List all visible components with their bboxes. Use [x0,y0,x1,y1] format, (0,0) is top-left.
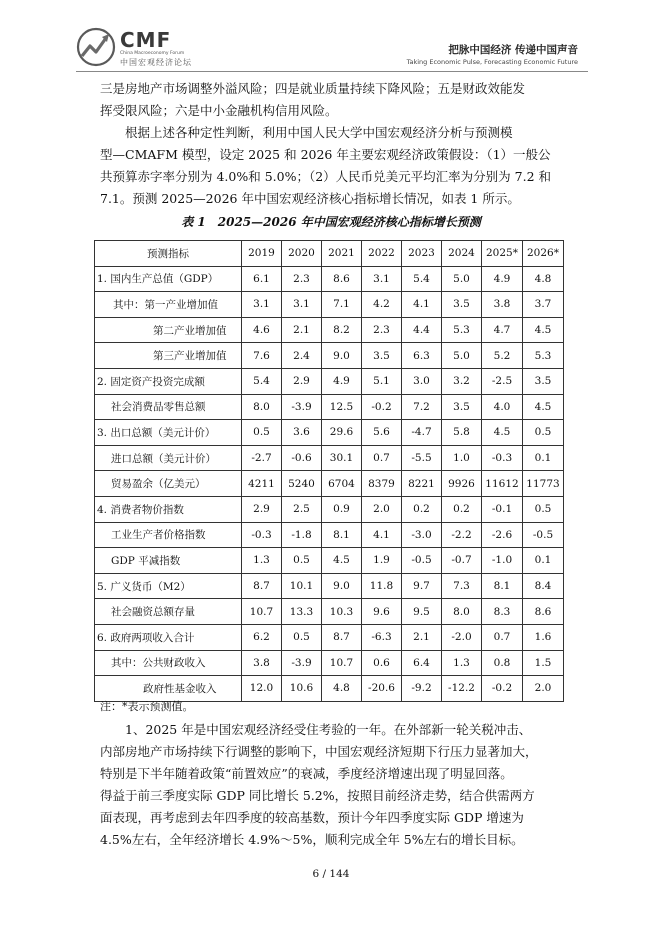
table-cell: -5.5 [402,445,442,471]
table-cell: -0.5 [523,522,564,548]
column-header: 2022 [362,241,402,267]
table-cell: 4.9 [322,368,362,394]
table-cell: 4.8 [322,676,362,702]
forecast-table [94,240,564,702]
table-cell: 4211 [242,471,282,497]
paragraph-risks [100,78,525,122]
table-cell: 1.9 [362,548,402,574]
table-cell: 0.5 [523,420,564,446]
table-caption: 表 1 2025—2026 年中国宏观经济核心指标增长预测 [181,215,481,229]
table-cell: -0.5 [402,548,442,574]
table-cell: 0.5 [523,496,564,522]
table-cell: -0.7 [442,548,482,574]
table-cell: 8.3 [482,599,523,625]
table-cell: 12.0 [242,676,282,702]
text-line: 面表现，再考虑到去年四季度的较高基数，预计今年四季度实际 GDP 增速为 [100,810,524,825]
row-label: 6. 政府两项收入合计 [95,624,242,650]
row-label: 第三产业增加值 [95,343,242,369]
table-cell: 8.2 [322,317,362,343]
row-label: 社会消费品零售总额 [95,394,242,420]
table-cell: 5.4 [402,266,442,292]
table-cell: 2.1 [402,624,442,650]
table-cell: 8.0 [242,394,282,420]
table-cell: 6704 [322,471,362,497]
table-cell: 0.6 [362,650,402,676]
table-cell: 0.2 [402,496,442,522]
row-label: 工业生产者价格指数 [95,522,242,548]
table-cell: -9.2 [402,676,442,702]
table-cell: 6.2 [242,624,282,650]
table-cell: 1.5 [523,650,564,676]
text-line: 4.5%左右，全年经济增长 4.9%～5%，顺利完成全年 5%左右的增长目标。 [100,832,524,847]
table-cell: 2.4 [282,343,322,369]
table-cell: 0.5 [282,624,322,650]
table-cell: 3.5 [523,368,564,394]
table-row [95,317,564,343]
table-cell: 5240 [282,471,322,497]
table-cell: 7.3 [442,573,482,599]
row-label: 其中：第一产业增加值 [95,292,242,318]
table-cell: 7.6 [242,343,282,369]
cmf-logo [76,26,276,74]
table-cell: 4.9 [482,266,523,292]
row-label: 社会融资总额存量 [95,599,242,625]
paragraph-outlook [100,719,538,851]
table-cell: -2.2 [442,522,482,548]
table-cell: 8.7 [322,624,362,650]
table-cell: 29.6 [322,420,362,446]
table-cell: -2.7 [242,445,282,471]
column-header: 预测指标 [95,241,242,267]
text-line: 1、2025 年是中国宏观经济经受住考验的一年。在外部新一轮关税冲击、 [125,722,532,737]
table-cell: 9.5 [402,599,442,625]
table-cell: 3.7 [523,292,564,318]
table-cell: -6.3 [362,624,402,650]
table-cell: -0.6 [282,445,322,471]
text-line: 挥受限风险；六是中小金融机构信用风险。 [100,103,338,118]
table-cell: 0.7 [482,624,523,650]
table-cell: 13.3 [282,599,322,625]
row-label: 3. 出口总额（美元计价） [95,420,242,446]
table-cell: 4.0 [482,394,523,420]
table-cell: 8.1 [322,522,362,548]
table-cell: 4.7 [482,317,523,343]
table-cell: 6.4 [402,650,442,676]
table-cell: 11.8 [362,573,402,599]
table-cell: 10.6 [282,676,322,702]
row-label: 其中：公共财政收入 [95,650,242,676]
table-row [95,343,564,369]
table-cell: 4.5 [523,317,564,343]
page-header [0,0,662,80]
text-line: 得益于前三季度实际 GDP 同比增长 5.2%，按照目前经济走势，结合供需两方 [100,788,535,803]
table-row [95,573,564,599]
table-cell: 0.9 [322,496,362,522]
table-cell: 5.4 [242,368,282,394]
table-cell: 11773 [523,471,564,497]
logo-subtitle-en: China Macroeconomy Forum [120,51,185,56]
table-cell: 3.6 [282,420,322,446]
row-label: 5. 广义货币（M2） [95,573,242,599]
table-cell: 1.0 [442,445,482,471]
table-row [95,496,564,522]
table-cell: 4.5 [322,548,362,574]
table-cell: 1.3 [442,650,482,676]
table-cell: 4.4 [402,317,442,343]
table-cell: 9.0 [322,343,362,369]
column-header: 2020 [282,241,322,267]
table-cell: 0.1 [523,445,564,471]
table-cell: -12.2 [442,676,482,702]
table-cell: 0.7 [362,445,402,471]
table-cell: 3.5 [442,394,482,420]
table-cell: 8.6 [322,266,362,292]
table-cell: 3.1 [362,266,402,292]
table-cell: 2.3 [282,266,322,292]
row-label: 2. 固定资产投资完成额 [95,368,242,394]
table-cell: 5.3 [523,343,564,369]
table-cell: 2.1 [282,317,322,343]
table-cell: 7.1 [322,292,362,318]
table-cell: 4.6 [242,317,282,343]
column-header: 2025* [482,241,523,267]
table-row [95,624,564,650]
table-cell: 2.3 [362,317,402,343]
table-cell: 10.3 [322,599,362,625]
table-cell: 6.1 [242,266,282,292]
table-cell: -0.2 [362,394,402,420]
text-line: 根据上述各种定性判断，利用中国人民大学中国宏观经济分析与预测模 [125,125,513,140]
table-cell: 5.3 [442,317,482,343]
table-cell: 12.5 [322,394,362,420]
logo-mark-icon [76,26,116,68]
table-cell: 8.4 [523,573,564,599]
table-cell: 0.5 [282,548,322,574]
column-header: 2024 [442,241,482,267]
table-cell: 5.1 [362,368,402,394]
slogan-en: Taking Economic Pulse, Forecasting Economic Future [406,58,578,66]
table-cell: 3.1 [242,292,282,318]
row-label: 1. 国内生产总值（GDP） [95,266,242,292]
table-cell: 1.3 [242,548,282,574]
table-row [95,420,564,446]
table-cell: -0.1 [482,496,523,522]
table-cell: 10.7 [242,599,282,625]
table-cell: -1.0 [482,548,523,574]
row-label: 第二产业增加值 [95,317,242,343]
table-cell: 3.2 [442,368,482,394]
table-cell: 4.8 [523,266,564,292]
page-number: 6 / 144 [312,868,350,880]
table-cell: 7.2 [402,394,442,420]
table-cell: 9926 [442,471,482,497]
column-header: 2021 [322,241,362,267]
table-header-row [95,241,564,267]
table-row [95,445,564,471]
table-cell: -3.9 [282,394,322,420]
table-cell: -3.9 [282,650,322,676]
column-header: 2023 [402,241,442,267]
table-cell: 10.1 [282,573,322,599]
table-note: 注：*表示预测值。 [100,700,194,713]
text-line: 7.1。预测 2025—2026 年中国宏观经济核心指标增长情况，如表 1 所示。 [100,191,520,206]
table-cell: 1.6 [523,624,564,650]
table-cell: 4.2 [362,292,402,318]
table-cell: -2.5 [482,368,523,394]
table-row [95,368,564,394]
table-cell: -20.6 [362,676,402,702]
column-header: 2026* [523,241,564,267]
table-cell: -0.2 [482,676,523,702]
text-line: 型—CMAFM 模型，设定 2025 和 2026 年主要宏观经济政策假设：（1）一般公 [100,147,551,162]
text-line: 三是房地产市场调整外溢风险；四是就业质量持续下降风险；五是财政效能发 [100,81,526,96]
table-cell: 3.8 [242,650,282,676]
slogan-cn: 把脉中国经济 传递中国声音 [448,44,578,56]
table-cell: 5.0 [442,266,482,292]
table-cell: -0.3 [482,445,523,471]
table-cell: 0.1 [523,548,564,574]
table-cell: 0.5 [242,420,282,446]
text-line: 内部房地产市场持续下行调整的影响下，中国宏观经济短期下行压力显著加大， [100,744,538,759]
table-cell: 2.9 [282,368,322,394]
table-cell: 11612 [482,471,523,497]
table-cell: 5.0 [442,343,482,369]
text-line: 共预算赤字率分别为 4.0%和 5.0%；（2）人民币兑美元平均汇率为分别为 7.2 和 [100,169,551,184]
table-cell: 3.8 [482,292,523,318]
table-cell: 30.1 [322,445,362,471]
table-cell: 2.5 [282,496,322,522]
table-row [95,650,564,676]
table-cell: 3.5 [442,292,482,318]
logo-text: CMF [120,28,172,52]
table-cell: 4.5 [482,420,523,446]
row-label: 进口总额（美元计价） [95,445,242,471]
table-row [95,599,564,625]
table-cell: 8.1 [482,573,523,599]
table-row [95,522,564,548]
table-cell: 8379 [362,471,402,497]
table-cell: 9.0 [322,573,362,599]
table-cell: 9.6 [362,599,402,625]
table-cell: 3.0 [402,368,442,394]
row-label: GDP 平减指数 [95,548,242,574]
table-cell: 9.7 [402,573,442,599]
table-cell: -1.8 [282,522,322,548]
table-cell: 8.6 [523,599,564,625]
table-cell: 8.7 [242,573,282,599]
table-cell: 5.6 [362,420,402,446]
row-label: 贸易盈余（亿美元） [95,471,242,497]
table-cell: -0.3 [242,522,282,548]
table-cell: -4.7 [402,420,442,446]
table-cell: 4.1 [402,292,442,318]
table-cell: 8.0 [442,599,482,625]
table-cell: 2.0 [362,496,402,522]
table-cell: 6.3 [402,343,442,369]
column-header: 2019 [242,241,282,267]
table-cell: -2.0 [442,624,482,650]
table-row [95,471,564,497]
table-row [95,394,564,420]
table-row [95,292,564,318]
table-cell: 3.1 [282,292,322,318]
text-line: 特别是下半年随着政策“前置效应”的衰减，季度经济增速出现了明显回落。 [100,766,513,781]
table-row [95,266,564,292]
row-label: 政府性基金收入 [95,676,242,702]
logo-subtitle-cn: 中国宏观经济论坛 [120,58,192,67]
table-cell: 0.2 [442,496,482,522]
table-cell: 3.5 [362,343,402,369]
header-divider [76,71,588,72]
table-cell: 8221 [402,471,442,497]
table-row [95,548,564,574]
row-label: 4. 消费者物价指数 [95,496,242,522]
table-cell: 0.8 [482,650,523,676]
table-cell: 5.2 [482,343,523,369]
table-cell: 5.8 [442,420,482,446]
table-cell: -3.0 [402,522,442,548]
table-cell: -2.6 [482,522,523,548]
table-cell: 4.1 [362,522,402,548]
paragraph-assumptions [100,122,551,210]
table-cell: 2.0 [523,676,564,702]
table-cell: 10.7 [322,650,362,676]
table-cell: 2.9 [242,496,282,522]
table-cell: 4.5 [523,394,564,420]
